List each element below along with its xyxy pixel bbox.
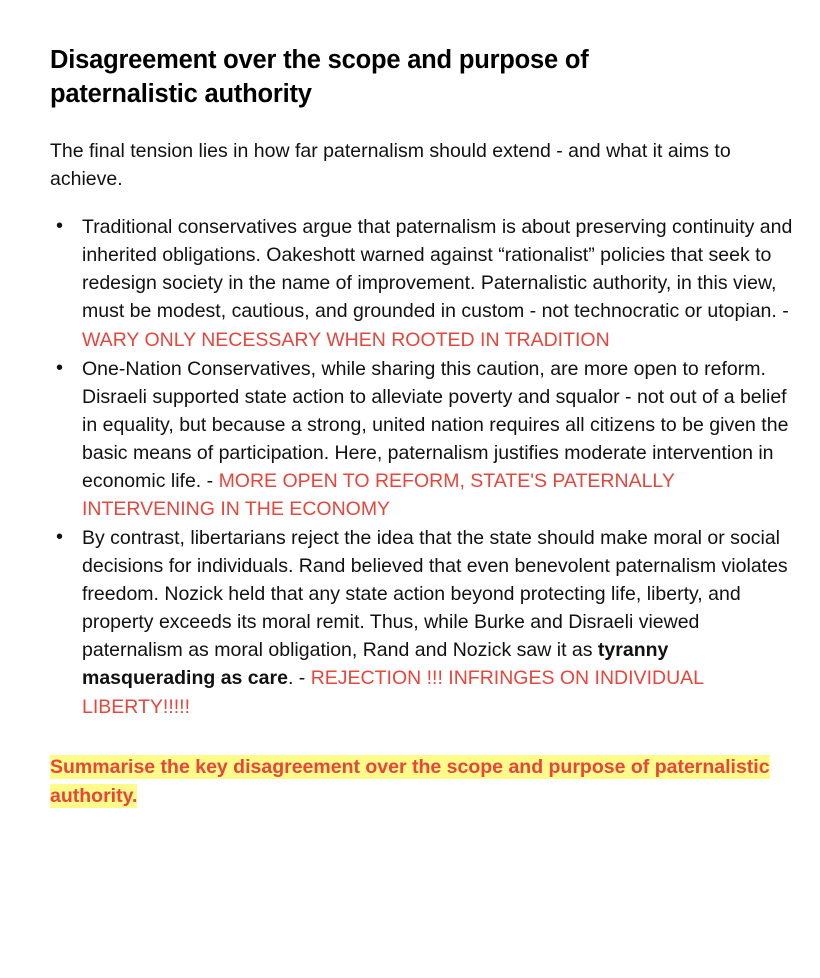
page-title: Disagreement over the scope and purpose of paternalistic authority [50,46,589,108]
summary-task-block [50,753,790,812]
list-item [50,524,794,721]
list-item [50,355,794,523]
bullet-list [50,213,794,720]
bullet-annotation: REJECTION !!! INFRINGES ON INDIVIDUAL LIBERTY!!!!! [82,667,704,718]
bullet-emphasis-text: tyranny masquerading as care [82,639,669,690]
bullet-body-text: Traditional conservatives argue that paternalism is about preserving continuity and inherited obligations. Oakeshott warned against “rationalist” policies that seek to redesign society in the name of improvement. Paternalistic authority, in this view, must be modest, cautious, and grounded in custom - not technocratic or utopian. - [82,216,793,323]
bullet-annotation: MORE OPEN TO REFORM, STATE'S PATERNALLY INTERVENING IN THE ECONOMY [82,469,675,520]
intro-paragraph: The final tension lies in how far paternalism should extend - and what it aims to achieve. [50,139,731,190]
bullet-annotation: WARY ONLY NECESSARY WHEN ROOTED IN TRADITION [82,328,610,351]
list-item [50,213,794,353]
bullet-body-text-cont: . - [287,667,306,690]
bullet-body-text: One-Nation Conservatives, while sharing this caution, are more open to reform. Disraeli supported state action to alleviate poverty and squalor - not out of a belief in equality, but because a strong, united nation requires all citizens to be given the basic means of participation. Here, paternalism justifies moderate intervention in economic life. - [82,357,789,492]
bullet-body-text: By contrast, libertarians reject the idea that the state should make moral or social decisions for individuals. Rand believed that even benevolent paternalism violates freedom. Nozick held that any state action beyond protecting life, liberty, and property exceeds its moral remit. Thus, while Burke and Disraeli viewed paternalism as moral obligation, Rand and Nozick saw it as [82,527,788,662]
summary-task-text: Summarise the key disagreement over the scope and purpose of paternalistic authority. [50,755,770,808]
